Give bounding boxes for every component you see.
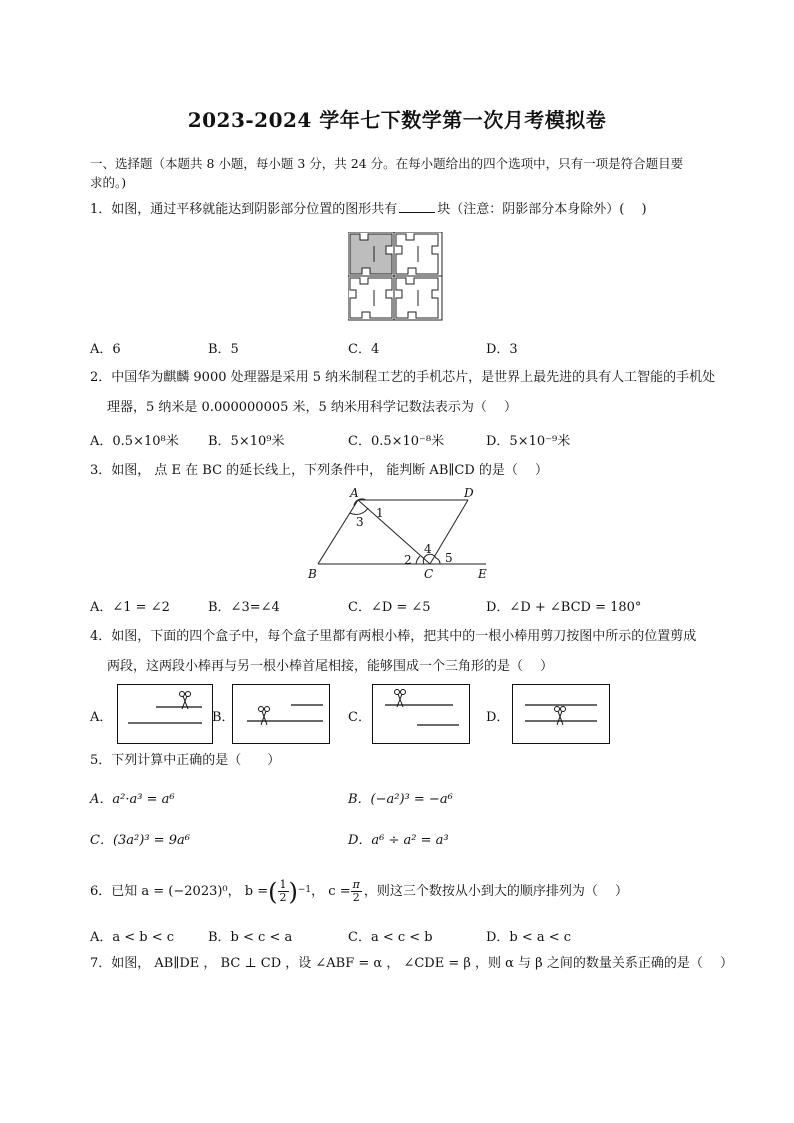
box-a-sticks: [118, 685, 212, 743]
question-3-figure: [300, 486, 500, 586]
question-6-option-b[interactable]: B．b < c < a: [208, 930, 293, 945]
answer-blank: [399, 200, 435, 213]
piece-bottom-right: [396, 278, 438, 318]
angle-2: 2: [404, 553, 412, 567]
fraction-pi-numerator: π: [352, 878, 360, 891]
piece-bottom-left: [350, 278, 392, 318]
label-b: B: [308, 567, 317, 581]
label-d: D: [464, 486, 474, 500]
question-5-option-a[interactable]: A．a²·a³ = a⁶: [90, 792, 175, 807]
exponent: −1: [297, 885, 312, 895]
angle-1: 1: [376, 506, 384, 520]
fraction-denominator: 2: [279, 891, 287, 904]
question-1-stem-a: 1．如图，通过平移就能达到阴影部分位置的图形共有: [90, 202, 398, 217]
question-3-option-c[interactable]: C．∠D = ∠5: [348, 600, 431, 615]
question-5-option-c[interactable]: C．(3a²)³ = 9a⁶: [90, 833, 190, 848]
question-6-stem-a: 6．已知 a = (−2023)⁰， b =: [90, 883, 269, 899]
scissors-icon: [395, 690, 406, 708]
question-1-stem-b: 块（注意：阴影部分本身除外）( ): [437, 202, 647, 217]
label-e: E: [478, 567, 487, 581]
question-6-stem-b: ， c =: [311, 883, 351, 899]
fraction-pi-denominator: 2: [352, 891, 360, 904]
left-paren: (: [268, 877, 278, 906]
question-2-line2: 理器，5 纳米是 0.000000005 米，5 纳米用科学记数法表示为（ ）: [107, 400, 518, 415]
question-6-option-a[interactable]: A．a < b < c: [90, 930, 175, 945]
question-4-option-c[interactable]: C．: [348, 710, 371, 725]
piece-top-right: [396, 234, 438, 274]
box-c-sticks: [373, 685, 469, 743]
question-4-option-b[interactable]: B．: [212, 710, 235, 725]
question-3-option-b[interactable]: B．∠3=∠4: [208, 600, 280, 615]
scissors-icon: [180, 692, 191, 710]
question-1-option-c[interactable]: C．4: [348, 342, 380, 357]
question-4-box-d[interactable]: [512, 684, 610, 744]
shaded-piece: [350, 234, 392, 274]
box-b-sticks: [233, 685, 329, 743]
question-4-line2: 两段，这两段小棒再与另一根小棒首尾相接，能够围成一个三角形的是（ ）: [107, 659, 554, 674]
question-1-figure: [348, 232, 444, 322]
question-3-stem: 3．如图， 点 E 在 BC 的延长线上，下列条件中， 能判断 AB∥CD 的是（ ）: [90, 463, 549, 478]
question-6-stem-c: ，则这三个数按从小到大的顺序排列为（ ）: [363, 883, 628, 899]
fraction-pi-over-2: [351, 879, 362, 904]
question-4-option-d[interactable]: D．: [486, 710, 510, 725]
label-a: A: [350, 486, 359, 500]
box-d-sticks: [513, 685, 609, 743]
angle-4: 4: [424, 542, 432, 556]
question-6-option-c[interactable]: C．a < c < b: [348, 930, 433, 945]
section-heading-line2: 求的。): [90, 175, 127, 190]
question-3-option-d[interactable]: D．∠D + ∠BCD = 180°: [486, 600, 642, 615]
question-1-option-a[interactable]: A．6: [90, 342, 121, 357]
question-2-line1: 2．中国华为麒麟 9000 处理器是采用 5 纳米制程工艺的手机芯片，是世界上最先进的具有人工智能的手机处: [90, 370, 716, 385]
fraction-numerator: 1: [279, 878, 287, 891]
scissors-icon: [259, 707, 270, 726]
angle-3: 3: [356, 515, 364, 529]
question-1-option-b[interactable]: B．5: [208, 342, 239, 357]
label-c: C: [424, 567, 434, 581]
question-4-box-c[interactable]: [372, 684, 470, 744]
scissors-icon: [555, 707, 566, 726]
question-3-option-a[interactable]: A．∠1 = ∠2: [90, 600, 170, 615]
angle-5: 5: [445, 551, 453, 565]
question-6-stem: [90, 879, 628, 904]
question-4-box-a[interactable]: [117, 684, 213, 744]
page-title: 2023-2024 学年七下数学第一次月考模拟卷: [187, 108, 607, 132]
question-2-option-d[interactable]: D．5×10⁻⁹米: [486, 434, 571, 449]
question-5-option-b[interactable]: B．(−a²)³ = −a⁶: [348, 792, 453, 807]
question-4-box-b[interactable]: [232, 684, 330, 744]
right-paren: ): [288, 877, 298, 906]
question-5-stem: 5．下列计算中正确的是（ ）: [90, 753, 281, 768]
question-5-option-d[interactable]: D．a⁶ ÷ a² = a³: [348, 833, 449, 848]
question-1-stem: [90, 200, 647, 219]
question-2-option-c[interactable]: C．0.5×10⁻⁸米: [348, 434, 445, 449]
question-2-option-a[interactable]: A．0.5×10⁸米: [90, 434, 179, 449]
section-heading-line1: 一、选择题（本题共 8 小题，每小题 3 分，共 24 分。在每小题给出的四个选项中，只有一项是符合题目要: [90, 156, 684, 171]
question-2-option-b[interactable]: B．5×10⁹米: [208, 434, 285, 449]
question-6-option-d[interactable]: D．b < a < c: [486, 930, 572, 945]
fraction-one-half: [278, 879, 289, 904]
question-4-option-a[interactable]: A．: [90, 710, 113, 725]
question-7-stem: 7．如图， AB∥DE ， BC ⊥ CD ，设 ∠ABF = α ， ∠CDE = β ，则 α 与 β 之间的数量关系正确的是（ ）: [90, 956, 733, 971]
question-1-option-d[interactable]: D．3: [486, 342, 518, 357]
question-4-line1: 4．如图，下面的四个盒子中，每个盒子里都有两根小棒，把其中的一根小棒用剪刀按图中所示的位置剪成: [90, 629, 697, 644]
